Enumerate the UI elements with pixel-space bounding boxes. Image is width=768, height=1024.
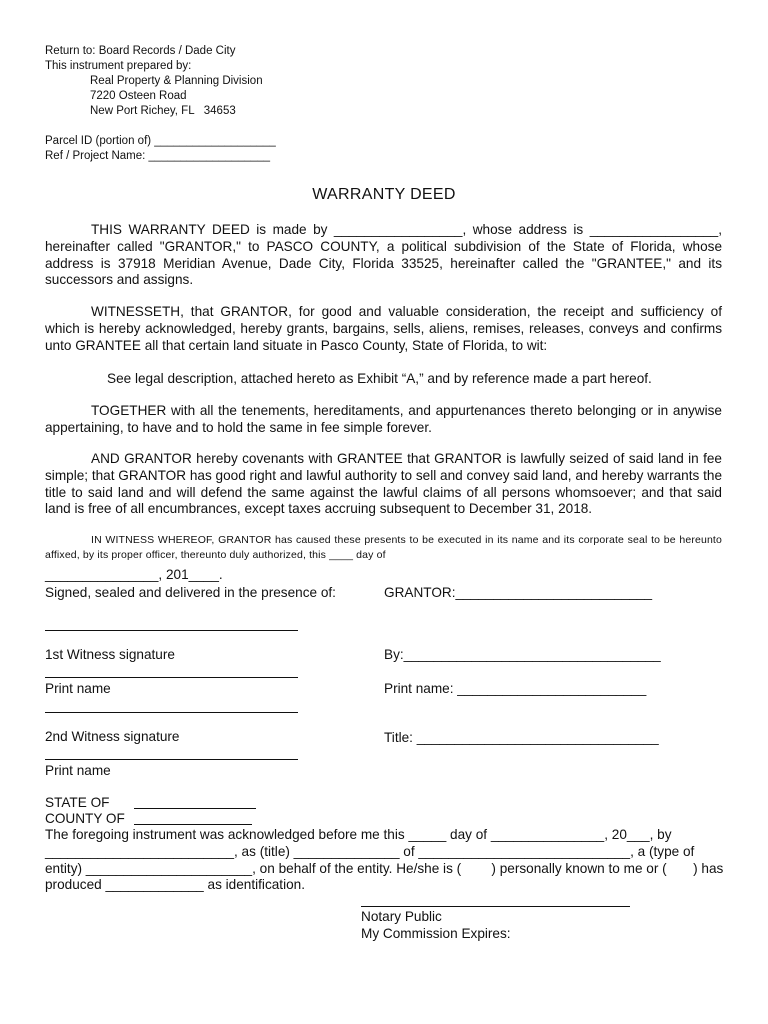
witness2-signature-line (45, 712, 298, 713)
by-signature-field: By:__________________________________ (384, 647, 661, 662)
preparer-street: 7220 Osteen Road (90, 90, 187, 102)
acknowledgment-line-4: produced _____________ as identification. (45, 877, 306, 892)
preparer-division: Real Property & Planning Division (90, 75, 263, 87)
print-name-right-field: Print name: _________________________ (384, 681, 647, 696)
document-title: WARRANTY DEED (312, 186, 456, 203)
print-name-label-2: Print name (45, 763, 111, 778)
state-of-label: STATE OF (45, 795, 110, 810)
witness2-print-line (45, 759, 298, 760)
commission-expires-label: My Commission Expires: (361, 926, 511, 941)
witness1-print-line (45, 677, 298, 678)
state-of-line (134, 808, 256, 809)
witness1-signature-line (45, 630, 298, 631)
title-field: Title: ________________________________ (384, 730, 659, 745)
prepared-by-line: This instrument prepared by: (45, 60, 192, 72)
grantor-signature-field: GRANTOR:__________________________ (384, 585, 653, 600)
paragraph-covenants: AND GRANTOR hereby covenants with GRANTEE that GRANTOR is lawfully seized of said land in fee simple; that GRANTOR has good right and lawful authority to sell and convey said land, and hereby warrants the title to said land and will defend the same against the lawful claims of all persons whomsoever; and that said land is free of all encumbrances, except taxes accruing subsequent to December 31, 2018. (45, 451, 722, 517)
parcel-id-field: Parcel ID (portion of) ___________________ (45, 135, 276, 147)
paragraph-legal-description: See legal description, attached hereto as Exhibit “A,” and by reference made a part hereof. (107, 371, 652, 386)
county-of-label: COUNTY OF (45, 811, 125, 826)
acknowledgment-line-3: entity) ______________________, on behalf of the entity. He/she is ( ) personally known to me or ( ) has (45, 861, 724, 876)
notary-public-label: Notary Public (361, 909, 442, 924)
ref-project-field: Ref / Project Name: ___________________ (45, 150, 271, 162)
preparer-city: New Port Richey, FL 34653 (90, 105, 236, 117)
witness1-label: 1st Witness signature (45, 647, 175, 662)
return-to-line: Return to: Board Records / Dade City (45, 45, 236, 57)
paragraph-parties: THIS WARRANTY DEED is made by _________________, whose address is _________________, hereinafter called "GRANTOR," to PASCO COUNTY, a political subdivision of the State of Florida, whose address is 37918 Meridian Avenue, Dade City, Florida 33525, hereinafter called the "GRANTEE," and its successors and assigns. (45, 222, 722, 288)
signed-sealed-label: Signed, sealed and delivered in the presence of: (45, 585, 336, 600)
acknowledgment-line-1: The foregoing instrument was acknowledged before me this _____ day of _______________, 20___, by (45, 827, 672, 842)
witness2-label: 2nd Witness signature (45, 729, 180, 744)
print-name-label-1: Print name (45, 681, 111, 696)
county-of-line (134, 824, 252, 825)
paragraph-together: TOGETHER with all the tenements, hereditaments, and appurtenances thereto belonging or in anywise appertaining, to have and to hold the same in fee simple forever. (45, 403, 722, 435)
paragraph-in-witness: IN WITNESS WHEREOF, GRANTOR has caused these presents to be executed in its name and its corporate seal to be hereunto affixed, by its proper officer, thereunto duly authorized, this ____ day of (45, 534, 722, 561)
acknowledgment-line-2: _________________________, as (title) ______________ of ____________________________, a (type of (45, 844, 695, 859)
execution-date-line: _______________, 201____. (45, 567, 223, 582)
notary-signature-line (361, 906, 630, 907)
paragraph-witnesseth: WITNESSETH, that GRANTOR, for good and valuable consideration, the receipt and sufficiency of which is hereby acknowledged, hereby grants, bargains, sells, aliens, remises, releases, conveys and confirms unto GRANTEE all that certain land situate in Pasco County, State of Florida, to wit: (45, 304, 722, 353)
